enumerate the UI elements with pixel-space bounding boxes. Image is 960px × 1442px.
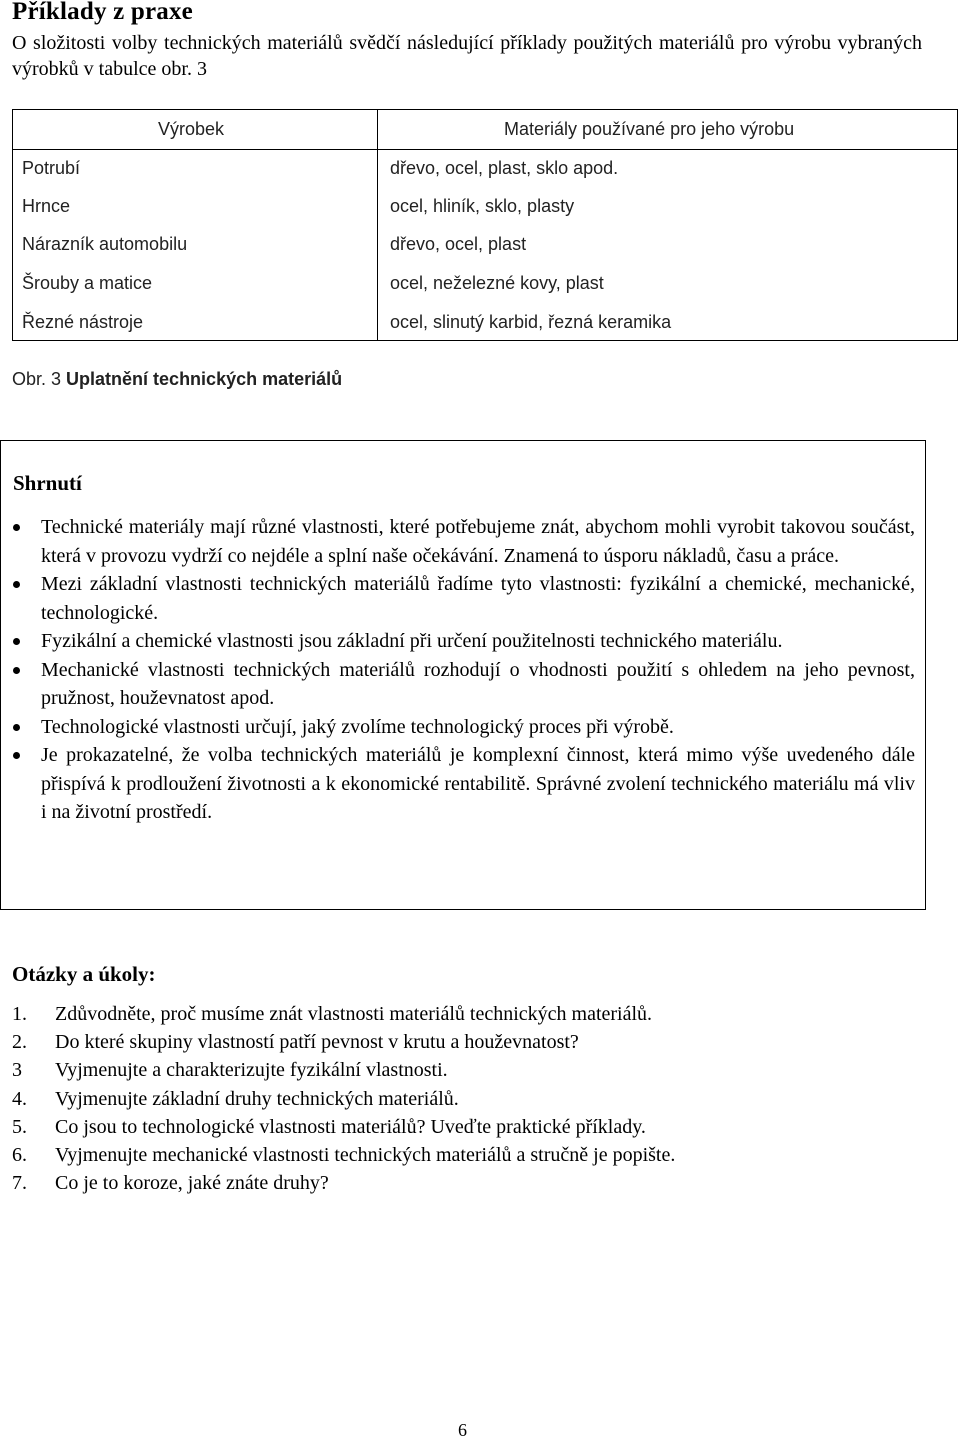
question-text: Zdůvodněte, proč musíme znát vlastnosti materiálů technických materiálů.: [55, 1003, 653, 1025]
bullet-icon: [13, 667, 20, 674]
summary-item-text: Technologické vlastnosti určují, jaký zvolíme technologický proces při výrobě.: [41, 715, 674, 738]
table-divider: [377, 110, 378, 340]
question-item: [12, 1169, 912, 1197]
table-header-materials: Materiály používané pro jeho výrobu: [504, 119, 795, 139]
page-number: 6: [458, 1420, 467, 1440]
question-number: 3: [12, 1059, 22, 1082]
summary-list: [13, 513, 915, 827]
question-number: 6.: [12, 1144, 27, 1167]
table-row-3-product: Šrouby a matice: [22, 273, 153, 293]
summary-item-text: Mechanické vlastnosti technických materiálů rozhodují o vhodnosti použití s ohledem na jeho pevnost, pružnost, houževnatost apod.: [41, 658, 915, 709]
bullet-icon: [13, 581, 20, 588]
questions-list: [12, 1000, 912, 1197]
question-item: [12, 1000, 912, 1028]
question-text: Vyjmenujte a charakterizujte fyzikální vlastnosti.: [55, 1059, 448, 1082]
summary-item-text: Mezi základní vlastnosti technických materiálů řadíme tyto vlastnosti: fyzikální a chemické, mechanické, technologické.: [41, 573, 915, 624]
table-row-0-product: Potrubí: [22, 158, 81, 178]
question-text: Vyjmenujte mechanické vlastnosti technických materiálů a stručně je popište.: [55, 1144, 676, 1167]
question-text: Vyjmenujte základní druhy technických materiálů.: [55, 1087, 459, 1110]
table-row-1-materials: ocel, hliník, sklo, plasty: [390, 196, 575, 216]
summary-item: [13, 513, 915, 570]
question-item: [12, 1028, 912, 1056]
question-text: Do které skupiny vlastností patří pevnost v krutu a houževnatost?: [55, 1031, 579, 1054]
question-number: 1.: [12, 1003, 27, 1025]
table-row-0-materials: dřevo, ocel, plast, sklo apod.: [390, 158, 619, 178]
table-header-product: Výrobek: [158, 119, 225, 139]
question-item: [12, 1056, 912, 1084]
bullet-icon: [13, 724, 20, 731]
caption-text: Uplatnění technických materiálů: [66, 369, 343, 389]
caption-prefix: Obr. 3: [12, 369, 62, 389]
intro-paragraph: O složitosti volby technických materiálů svědčí následující příklady použitých materiálů pro výrobu vybraných výrobků v tabulce obr. 3: [12, 32, 922, 80]
question-text: Co jsou to technologické vlastnosti materiálů? Uveďte praktické příklady.: [55, 1115, 646, 1138]
table-row-4-product: Řezné nástroje: [22, 312, 144, 332]
question-item: [12, 1085, 912, 1113]
question-number: 2.: [12, 1031, 27, 1054]
bullet-icon: [13, 638, 20, 645]
table-header-rule: [13, 149, 957, 150]
summary-box: [0, 440, 926, 910]
summary-item: [13, 656, 915, 713]
table-row-4-materials: ocel, slinutý karbid, řezná keramika: [390, 312, 672, 332]
summary-item: [13, 627, 915, 656]
question-item: [12, 1113, 912, 1141]
materials-table: [12, 109, 958, 341]
summary-item: [13, 570, 915, 627]
summary-item-text: Fyzikální a chemické vlastnosti jsou základní při určení použitelnosti technického materiálu.: [41, 630, 783, 652]
questions-title: Otázky a úkoly:: [12, 962, 156, 986]
summary-item: [13, 741, 915, 827]
table-row-3-materials: ocel, neželezné kovy, plast: [390, 273, 604, 293]
summary-item-text: Je prokazatelné, že volba technických materiálů je komplexní činnost, která mimo výše uvedeného dále přispívá k prodloužení životnosti a k ekonomické rentabilitě. Správné zvolení technického materiálu má vliv i na životní prostředí.: [41, 744, 915, 823]
summary-item-text: Technické materiály mají různé vlastnosti, které potřebujeme znát, abychom mohli vyrobit takovou součást, která v provozu vydrží co nejdéle a splní naše očekávání. Znamená to úsporu nákladů, času a práce.: [41, 516, 915, 567]
question-number: 7.: [12, 1172, 27, 1195]
summary-title: Shrnutí: [13, 471, 82, 495]
table-row-2-materials: dřevo, ocel, plast: [390, 234, 527, 254]
question-number: 4.: [12, 1087, 27, 1110]
bullet-icon: [13, 524, 20, 531]
summary-item: [13, 713, 915, 742]
table-row-1-product: Hrnce: [22, 196, 71, 216]
bullet-icon: [13, 752, 20, 759]
question-item: [12, 1141, 912, 1169]
table-caption: [12, 369, 342, 390]
page-title: Příklady z praxe: [12, 0, 193, 25]
question-text: Co je to koroze, jaké znáte druhy?: [55, 1172, 329, 1195]
table-row-2-product: Nárazník automobilu: [22, 234, 188, 254]
question-number: 5.: [12, 1115, 27, 1138]
